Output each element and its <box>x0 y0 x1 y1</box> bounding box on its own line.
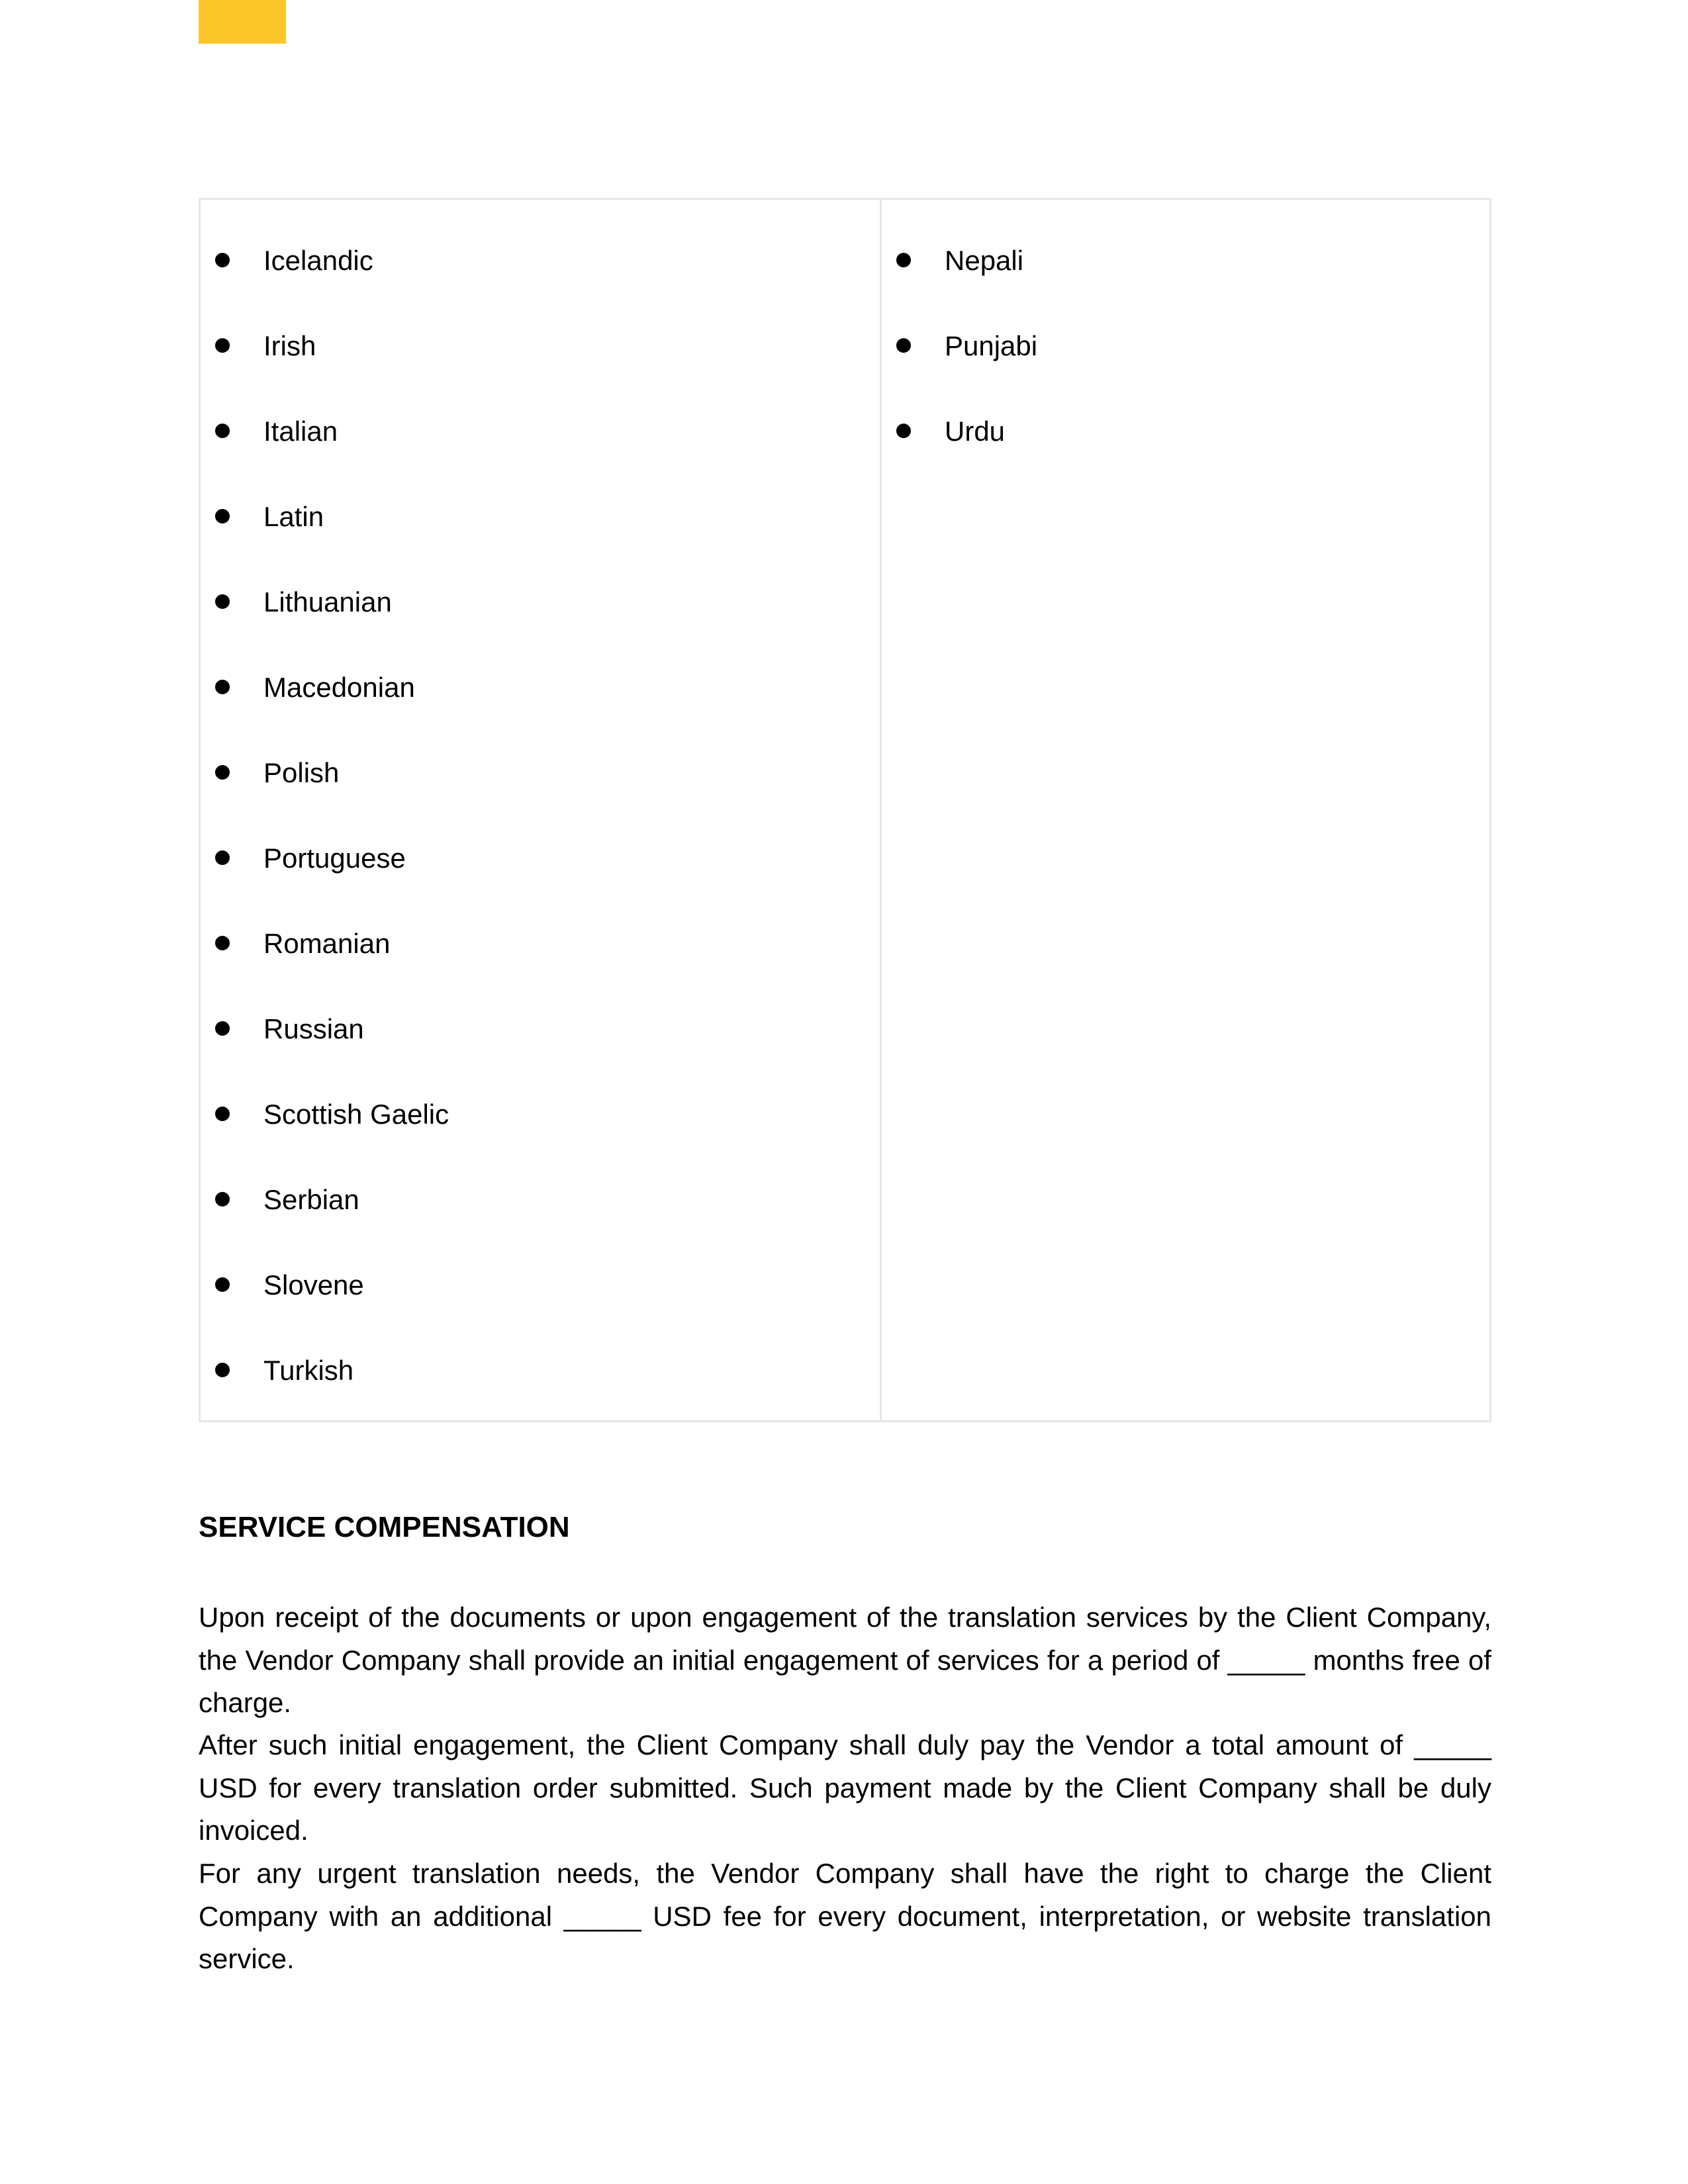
language-label: Latin <box>263 501 324 532</box>
compensation-paragraph-payment: After such initial engagement, the Client Company shall duly pay the Vendor a total amount of _____ USD for every translation order submitted. Such payment made by the Client Company shall be duly invoiced. <box>199 1729 1491 1846</box>
language-label: Lithuanian <box>263 586 392 617</box>
language-label: Russian <box>263 1013 364 1044</box>
language-item <box>201 413 880 498</box>
language-item <box>201 328 880 413</box>
language-label: Italian <box>263 416 338 447</box>
language-label: Urdu <box>945 416 1006 447</box>
bullet-icon <box>215 1277 230 1292</box>
language-item <box>201 840 880 925</box>
language-label: Slovene <box>263 1269 364 1300</box>
language-item <box>201 1096 880 1181</box>
bullet-icon <box>215 936 230 950</box>
compensation-paragraph-urgent-fee: For any urgent translation needs, the Vendor Company shall have the right to charge the Client Company with an additional _____ USD fee for every document, interpretation, or website translation service. <box>199 1858 1491 1974</box>
bullet-icon <box>215 680 230 694</box>
language-label: Portuguese <box>263 842 406 874</box>
language-label: Punjabi <box>945 330 1038 361</box>
bullet-icon <box>215 424 230 438</box>
language-item <box>882 242 1489 328</box>
language-item <box>201 1267 880 1352</box>
language-label: Irish <box>263 330 316 361</box>
bullet-icon <box>215 1107 230 1121</box>
language-item <box>201 584 880 669</box>
bullet-icon <box>215 594 230 609</box>
bullet-icon <box>215 509 230 523</box>
language-item <box>882 328 1489 413</box>
section-heading-service-compensation: SERVICE COMPENSATION <box>199 1511 570 1543</box>
language-item <box>882 413 1489 498</box>
bullet-icon <box>215 1363 230 1377</box>
bullet-icon <box>215 1021 230 1036</box>
languages-right-column <box>882 200 1489 1420</box>
language-item <box>201 925 880 1011</box>
language-label: Serbian <box>263 1184 359 1215</box>
language-label: Polish <box>263 757 340 788</box>
bullet-icon <box>215 253 230 267</box>
languages-left-list <box>201 242 880 1437</box>
language-item <box>201 498 880 584</box>
bullet-icon <box>215 850 230 865</box>
language-label: Nepali <box>945 245 1024 276</box>
language-item <box>201 669 880 754</box>
language-item <box>201 1352 880 1437</box>
bullet-icon <box>896 424 911 438</box>
compensation-paragraph-free-period: Upon receipt of the documents or upon engagement of the translation services by the Client Company, the Vendor Company shall provide an initial engagement of services for a period of _____ months free of charge. <box>199 1602 1491 1718</box>
bullet-icon <box>215 338 230 353</box>
languages-left-column <box>201 200 882 1420</box>
languages-right-list <box>882 242 1489 498</box>
bullet-icon <box>215 1192 230 1206</box>
language-label: Turkish <box>263 1355 354 1386</box>
bullet-icon <box>896 253 911 267</box>
language-item <box>201 754 880 840</box>
language-item <box>201 1011 880 1096</box>
languages-table <box>199 198 1491 1422</box>
language-label: Macedonian <box>263 672 415 703</box>
language-label: Scottish Gaelic <box>263 1099 449 1130</box>
language-item <box>201 242 880 328</box>
bullet-icon <box>896 338 911 353</box>
language-item <box>201 1181 880 1267</box>
accent-bar <box>199 0 286 44</box>
bullet-icon <box>215 765 230 780</box>
language-label: Romanian <box>263 928 391 959</box>
language-label: Icelandic <box>263 245 373 276</box>
